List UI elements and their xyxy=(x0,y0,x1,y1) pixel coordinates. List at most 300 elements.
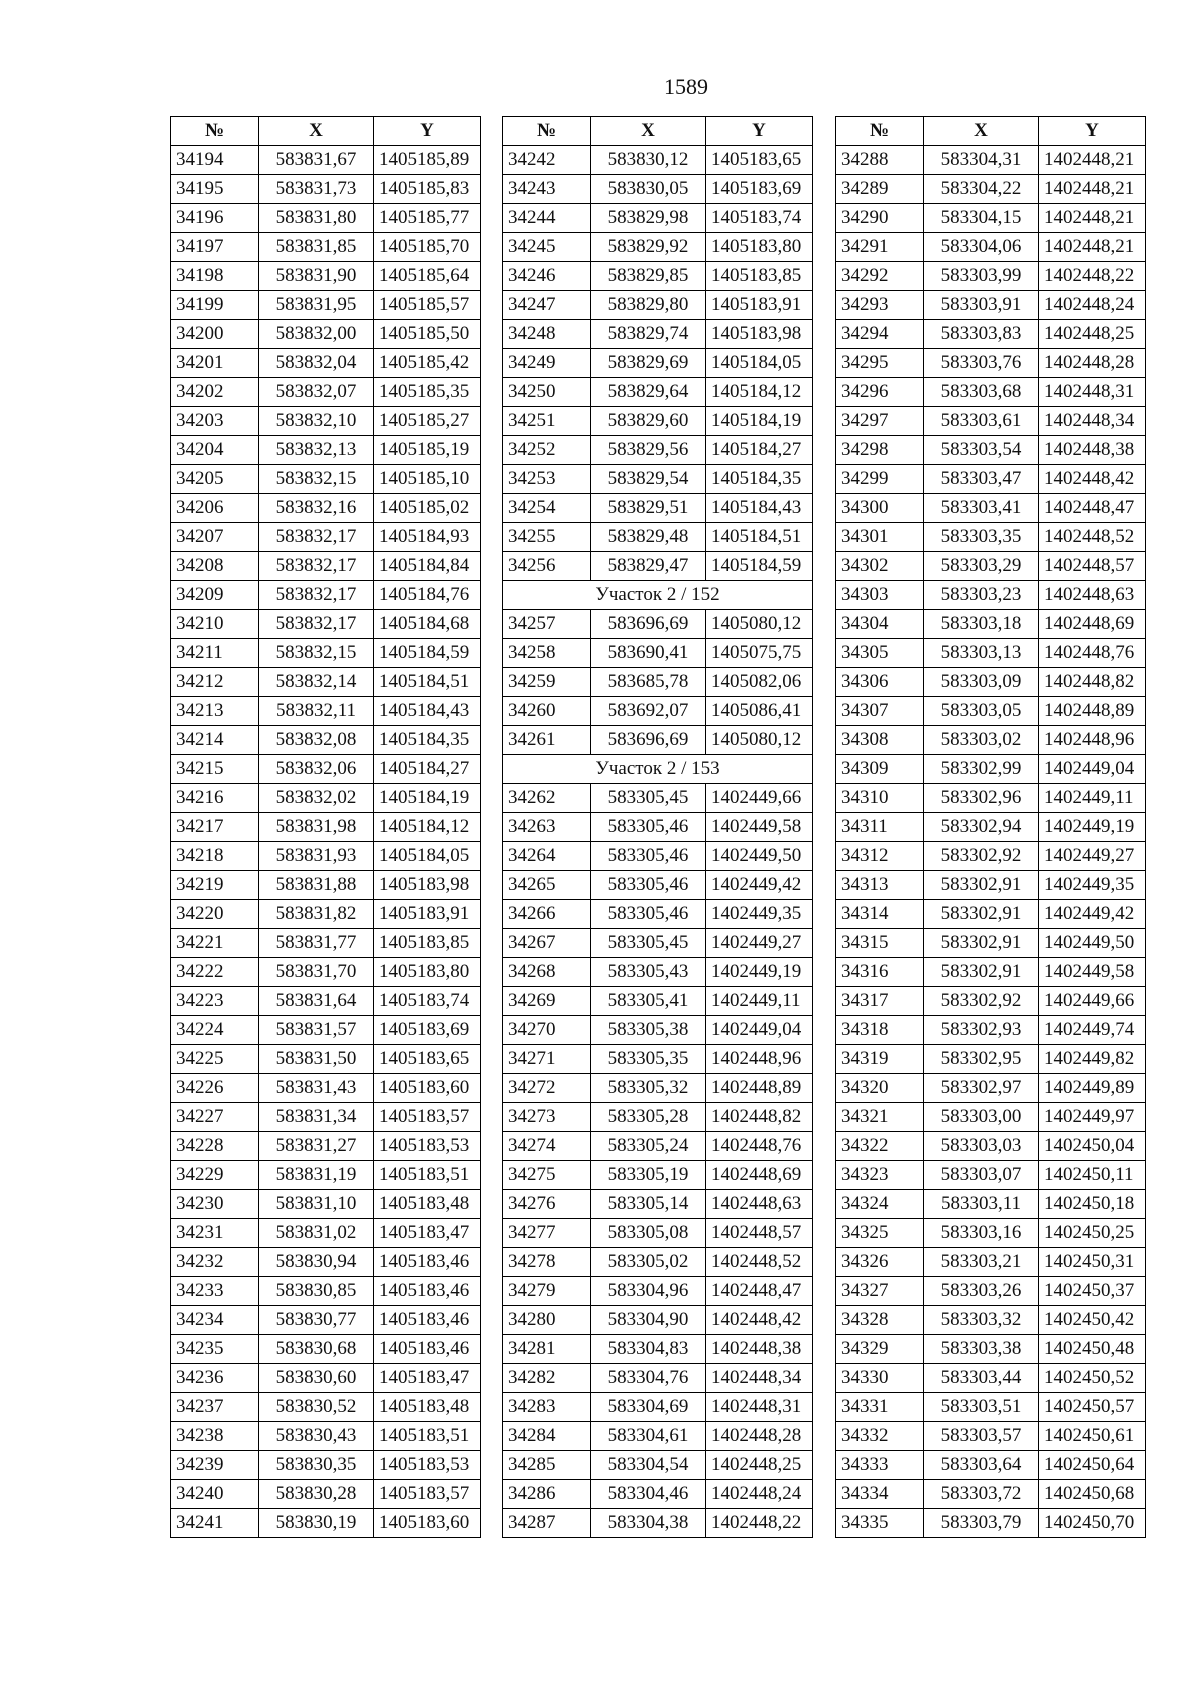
table-row xyxy=(171,1480,481,1509)
point-number: 34256 xyxy=(503,552,591,581)
y-coordinate: 1405185,10 xyxy=(374,465,481,494)
x-coordinate: 583304,96 xyxy=(591,1277,706,1306)
table-header-row xyxy=(836,117,1146,146)
point-number: 34296 xyxy=(836,378,924,407)
x-coordinate: 583830,60 xyxy=(259,1364,374,1393)
y-coordinate: 1402450,25 xyxy=(1039,1219,1146,1248)
x-coordinate: 583831,67 xyxy=(259,146,374,175)
table-row xyxy=(171,494,481,523)
y-coordinate: 1405185,42 xyxy=(374,349,481,378)
table-row xyxy=(836,175,1146,204)
y-coordinate: 1405086,41 xyxy=(706,697,813,726)
table-header-row xyxy=(171,117,481,146)
y-coordinate: 1405184,43 xyxy=(706,494,813,523)
point-number: 34320 xyxy=(836,1074,924,1103)
header-x: X xyxy=(924,117,1039,146)
y-coordinate: 1402448,38 xyxy=(706,1335,813,1364)
x-coordinate: 583829,48 xyxy=(591,523,706,552)
x-coordinate: 583303,99 xyxy=(924,262,1039,291)
point-number: 34207 xyxy=(171,523,259,552)
y-coordinate: 1405082,06 xyxy=(706,668,813,697)
x-coordinate: 583304,46 xyxy=(591,1480,706,1509)
point-number: 34318 xyxy=(836,1016,924,1045)
x-coordinate: 583832,06 xyxy=(259,755,374,784)
point-number: 34281 xyxy=(503,1335,591,1364)
point-number: 34235 xyxy=(171,1335,259,1364)
y-coordinate: 1402449,82 xyxy=(1039,1045,1146,1074)
x-coordinate: 583303,44 xyxy=(924,1364,1039,1393)
x-coordinate: 583304,69 xyxy=(591,1393,706,1422)
y-coordinate: 1405183,74 xyxy=(706,204,813,233)
point-number: 34322 xyxy=(836,1132,924,1161)
point-number: 34273 xyxy=(503,1103,591,1132)
table-row xyxy=(836,494,1146,523)
y-coordinate: 1402449,66 xyxy=(1039,987,1146,1016)
table-row xyxy=(836,552,1146,581)
point-number: 34267 xyxy=(503,929,591,958)
point-number: 34229 xyxy=(171,1161,259,1190)
x-coordinate: 583304,90 xyxy=(591,1306,706,1335)
x-coordinate: 583831,95 xyxy=(259,291,374,320)
y-coordinate: 1405184,59 xyxy=(706,552,813,581)
table-row xyxy=(503,1045,813,1074)
y-coordinate: 1402449,27 xyxy=(1039,842,1146,871)
x-coordinate: 583696,69 xyxy=(591,610,706,639)
coordinates-table-1 xyxy=(170,116,481,1538)
table-row xyxy=(171,1335,481,1364)
x-coordinate: 583831,82 xyxy=(259,900,374,929)
point-number: 34219 xyxy=(171,871,259,900)
header-y: Y xyxy=(1039,117,1146,146)
table-row xyxy=(503,813,813,842)
x-coordinate: 583830,52 xyxy=(259,1393,374,1422)
x-coordinate: 583303,03 xyxy=(924,1132,1039,1161)
point-number: 34284 xyxy=(503,1422,591,1451)
table-row xyxy=(171,436,481,465)
x-coordinate: 583302,91 xyxy=(924,958,1039,987)
table-row xyxy=(171,1277,481,1306)
point-number: 34275 xyxy=(503,1161,591,1190)
table-row xyxy=(171,1393,481,1422)
table-row xyxy=(503,784,813,813)
x-coordinate: 583692,07 xyxy=(591,697,706,726)
y-coordinate: 1402448,21 xyxy=(1039,233,1146,262)
table-row xyxy=(836,233,1146,262)
point-number: 34307 xyxy=(836,697,924,726)
point-number: 34325 xyxy=(836,1219,924,1248)
header-y: Y xyxy=(374,117,481,146)
table-row xyxy=(503,523,813,552)
point-number: 34199 xyxy=(171,291,259,320)
y-coordinate: 1405080,12 xyxy=(706,610,813,639)
table-row xyxy=(171,1074,481,1103)
table-row xyxy=(836,639,1146,668)
y-coordinate: 1402450,37 xyxy=(1039,1277,1146,1306)
y-coordinate: 1402448,34 xyxy=(1039,407,1146,436)
point-number: 34259 xyxy=(503,668,591,697)
table-row xyxy=(836,1393,1146,1422)
y-coordinate: 1405183,57 xyxy=(374,1480,481,1509)
point-number: 34206 xyxy=(171,494,259,523)
x-coordinate: 583832,02 xyxy=(259,784,374,813)
x-coordinate: 583302,93 xyxy=(924,1016,1039,1045)
point-number: 34272 xyxy=(503,1074,591,1103)
point-number: 34316 xyxy=(836,958,924,987)
point-number: 34239 xyxy=(171,1451,259,1480)
x-coordinate: 583829,64 xyxy=(591,378,706,407)
table-row xyxy=(171,1509,481,1538)
x-coordinate: 583832,16 xyxy=(259,494,374,523)
table-row xyxy=(503,1364,813,1393)
y-coordinate: 1405184,05 xyxy=(374,842,481,871)
x-coordinate: 583831,70 xyxy=(259,958,374,987)
x-coordinate: 583305,46 xyxy=(591,813,706,842)
x-coordinate: 583303,21 xyxy=(924,1248,1039,1277)
table-row xyxy=(171,320,481,349)
table-row xyxy=(171,1219,481,1248)
table-row xyxy=(836,610,1146,639)
table-row xyxy=(503,1132,813,1161)
table-row xyxy=(503,378,813,407)
section-row xyxy=(503,755,813,784)
x-coordinate: 583305,19 xyxy=(591,1161,706,1190)
x-coordinate: 583305,02 xyxy=(591,1248,706,1277)
table-row xyxy=(836,987,1146,1016)
point-number: 34282 xyxy=(503,1364,591,1393)
table-row xyxy=(171,204,481,233)
table-row xyxy=(171,1132,481,1161)
x-coordinate: 583832,08 xyxy=(259,726,374,755)
table-row xyxy=(171,1451,481,1480)
y-coordinate: 1402449,50 xyxy=(1039,929,1146,958)
y-coordinate: 1402450,68 xyxy=(1039,1480,1146,1509)
point-number: 34208 xyxy=(171,552,259,581)
point-number: 34299 xyxy=(836,465,924,494)
x-coordinate: 583832,13 xyxy=(259,436,374,465)
x-coordinate: 583303,41 xyxy=(924,494,1039,523)
x-coordinate: 583305,08 xyxy=(591,1219,706,1248)
y-coordinate: 1402448,89 xyxy=(706,1074,813,1103)
x-coordinate: 583304,83 xyxy=(591,1335,706,1364)
point-number: 34331 xyxy=(836,1393,924,1422)
y-coordinate: 1405183,46 xyxy=(374,1306,481,1335)
x-coordinate: 583305,43 xyxy=(591,958,706,987)
table-row xyxy=(171,871,481,900)
point-number: 34231 xyxy=(171,1219,259,1248)
y-coordinate: 1402448,47 xyxy=(706,1277,813,1306)
x-coordinate: 583832,14 xyxy=(259,668,374,697)
header-x: X xyxy=(259,117,374,146)
x-coordinate: 583832,10 xyxy=(259,407,374,436)
point-number: 34290 xyxy=(836,204,924,233)
table-row xyxy=(171,407,481,436)
table-row xyxy=(171,668,481,697)
y-coordinate: 1402448,76 xyxy=(1039,639,1146,668)
point-number: 34294 xyxy=(836,320,924,349)
point-number: 34241 xyxy=(171,1509,259,1538)
y-coordinate: 1402448,21 xyxy=(1039,204,1146,233)
point-number: 34332 xyxy=(836,1422,924,1451)
table-row xyxy=(836,291,1146,320)
x-coordinate: 583832,17 xyxy=(259,581,374,610)
point-number: 34326 xyxy=(836,1248,924,1277)
y-coordinate: 1402450,04 xyxy=(1039,1132,1146,1161)
point-number: 34246 xyxy=(503,262,591,291)
point-number: 34222 xyxy=(171,958,259,987)
y-coordinate: 1402449,58 xyxy=(1039,958,1146,987)
point-number: 34330 xyxy=(836,1364,924,1393)
y-coordinate: 1402448,82 xyxy=(706,1103,813,1132)
x-coordinate: 583303,72 xyxy=(924,1480,1039,1509)
y-coordinate: 1402449,97 xyxy=(1039,1103,1146,1132)
point-number: 34313 xyxy=(836,871,924,900)
y-coordinate: 1402448,63 xyxy=(706,1190,813,1219)
table-row xyxy=(503,233,813,262)
y-coordinate: 1405183,74 xyxy=(374,987,481,1016)
point-number: 34195 xyxy=(171,175,259,204)
x-coordinate: 583832,17 xyxy=(259,610,374,639)
x-coordinate: 583304,15 xyxy=(924,204,1039,233)
table-row xyxy=(503,900,813,929)
table-row xyxy=(171,1103,481,1132)
table-row xyxy=(836,1422,1146,1451)
y-coordinate: 1402450,57 xyxy=(1039,1393,1146,1422)
point-number: 34209 xyxy=(171,581,259,610)
point-number: 34242 xyxy=(503,146,591,175)
table-row xyxy=(503,1161,813,1190)
point-number: 34306 xyxy=(836,668,924,697)
y-coordinate: 1402448,22 xyxy=(706,1509,813,1538)
x-coordinate: 583303,47 xyxy=(924,465,1039,494)
point-number: 34198 xyxy=(171,262,259,291)
point-number: 34289 xyxy=(836,175,924,204)
table-row xyxy=(836,900,1146,929)
x-coordinate: 583302,91 xyxy=(924,929,1039,958)
point-number: 34253 xyxy=(503,465,591,494)
point-number: 34288 xyxy=(836,146,924,175)
table-row xyxy=(171,291,481,320)
table-row xyxy=(503,610,813,639)
x-coordinate: 583305,24 xyxy=(591,1132,706,1161)
x-coordinate: 583304,54 xyxy=(591,1451,706,1480)
y-coordinate: 1405183,48 xyxy=(374,1190,481,1219)
x-coordinate: 583831,90 xyxy=(259,262,374,291)
point-number: 34197 xyxy=(171,233,259,262)
y-coordinate: 1402449,74 xyxy=(1039,1016,1146,1045)
x-coordinate: 583303,00 xyxy=(924,1103,1039,1132)
y-coordinate: 1405185,02 xyxy=(374,494,481,523)
y-coordinate: 1402449,58 xyxy=(706,813,813,842)
x-coordinate: 583831,93 xyxy=(259,842,374,871)
point-number: 34270 xyxy=(503,1016,591,1045)
table-row xyxy=(503,262,813,291)
y-coordinate: 1405183,51 xyxy=(374,1161,481,1190)
point-number: 34196 xyxy=(171,204,259,233)
point-number: 34260 xyxy=(503,697,591,726)
table-row xyxy=(836,1335,1146,1364)
point-number: 34227 xyxy=(171,1103,259,1132)
x-coordinate: 583302,94 xyxy=(924,813,1039,842)
x-coordinate: 583302,91 xyxy=(924,900,1039,929)
point-number: 34232 xyxy=(171,1248,259,1277)
y-coordinate: 1405184,51 xyxy=(374,668,481,697)
table-row xyxy=(171,146,481,175)
x-coordinate: 583304,06 xyxy=(924,233,1039,262)
x-coordinate: 583303,35 xyxy=(924,523,1039,552)
x-coordinate: 583303,23 xyxy=(924,581,1039,610)
table-row xyxy=(503,958,813,987)
y-coordinate: 1402449,50 xyxy=(706,842,813,871)
point-number: 34309 xyxy=(836,755,924,784)
table-row xyxy=(503,668,813,697)
point-number: 34328 xyxy=(836,1306,924,1335)
table-row xyxy=(171,1306,481,1335)
table-row xyxy=(836,349,1146,378)
table-row xyxy=(836,1509,1146,1538)
x-coordinate: 583303,07 xyxy=(924,1161,1039,1190)
y-coordinate: 1405185,57 xyxy=(374,291,481,320)
x-coordinate: 583831,88 xyxy=(259,871,374,900)
point-number: 34280 xyxy=(503,1306,591,1335)
table-row xyxy=(171,842,481,871)
table-header-row xyxy=(503,117,813,146)
y-coordinate: 1402450,31 xyxy=(1039,1248,1146,1277)
y-coordinate: 1405183,91 xyxy=(374,900,481,929)
point-number: 34333 xyxy=(836,1451,924,1480)
table-row xyxy=(171,262,481,291)
table-row xyxy=(503,987,813,1016)
x-coordinate: 583830,68 xyxy=(259,1335,374,1364)
x-coordinate: 583305,32 xyxy=(591,1074,706,1103)
y-coordinate: 1405184,43 xyxy=(374,697,481,726)
point-number: 34285 xyxy=(503,1451,591,1480)
point-number: 34240 xyxy=(171,1480,259,1509)
x-coordinate: 583303,61 xyxy=(924,407,1039,436)
table-row xyxy=(503,407,813,436)
y-coordinate: 1405183,48 xyxy=(374,1393,481,1422)
section-title: Участок 2 / 153 xyxy=(503,755,813,784)
table-row xyxy=(171,552,481,581)
x-coordinate: 583303,26 xyxy=(924,1277,1039,1306)
table-row xyxy=(503,146,813,175)
table-row xyxy=(171,697,481,726)
point-number: 34274 xyxy=(503,1132,591,1161)
table-row xyxy=(836,1132,1146,1161)
y-coordinate: 1405185,50 xyxy=(374,320,481,349)
y-coordinate: 1402448,25 xyxy=(706,1451,813,1480)
x-coordinate: 583831,80 xyxy=(259,204,374,233)
y-coordinate: 1402448,28 xyxy=(706,1422,813,1451)
x-coordinate: 583303,54 xyxy=(924,436,1039,465)
x-coordinate: 583304,76 xyxy=(591,1364,706,1393)
y-coordinate: 1402448,42 xyxy=(1039,465,1146,494)
x-coordinate: 583831,50 xyxy=(259,1045,374,1074)
x-coordinate: 583831,85 xyxy=(259,233,374,262)
x-coordinate: 583305,41 xyxy=(591,987,706,1016)
x-coordinate: 583696,69 xyxy=(591,726,706,755)
x-coordinate: 583305,28 xyxy=(591,1103,706,1132)
point-number: 34278 xyxy=(503,1248,591,1277)
point-number: 34257 xyxy=(503,610,591,639)
y-coordinate: 1402449,35 xyxy=(1039,871,1146,900)
point-number: 34263 xyxy=(503,813,591,842)
y-coordinate: 1402448,52 xyxy=(1039,523,1146,552)
point-number: 34335 xyxy=(836,1509,924,1538)
y-coordinate: 1402448,28 xyxy=(1039,349,1146,378)
page-number: 1589 xyxy=(664,74,708,99)
point-number: 34238 xyxy=(171,1422,259,1451)
table-row xyxy=(503,697,813,726)
y-coordinate: 1402448,57 xyxy=(706,1219,813,1248)
y-coordinate: 1402448,89 xyxy=(1039,697,1146,726)
table-row xyxy=(836,871,1146,900)
table-row xyxy=(171,1422,481,1451)
point-number: 34228 xyxy=(171,1132,259,1161)
point-number: 34287 xyxy=(503,1509,591,1538)
table-row xyxy=(171,610,481,639)
x-coordinate: 583830,94 xyxy=(259,1248,374,1277)
table-row xyxy=(503,871,813,900)
y-coordinate: 1402448,24 xyxy=(1039,291,1146,320)
table-row xyxy=(836,1277,1146,1306)
table-row xyxy=(836,1451,1146,1480)
y-coordinate: 1405185,70 xyxy=(374,233,481,262)
table-row xyxy=(503,1306,813,1335)
table-row xyxy=(503,1451,813,1480)
x-coordinate: 583831,02 xyxy=(259,1219,374,1248)
point-number: 34202 xyxy=(171,378,259,407)
y-coordinate: 1405184,76 xyxy=(374,581,481,610)
y-coordinate: 1405184,19 xyxy=(374,784,481,813)
y-coordinate: 1402450,70 xyxy=(1039,1509,1146,1538)
x-coordinate: 583304,38 xyxy=(591,1509,706,1538)
y-coordinate: 1402449,04 xyxy=(706,1016,813,1045)
x-coordinate: 583830,43 xyxy=(259,1422,374,1451)
x-coordinate: 583831,77 xyxy=(259,929,374,958)
section-row xyxy=(503,581,813,610)
point-number: 34243 xyxy=(503,175,591,204)
point-number: 34293 xyxy=(836,291,924,320)
x-coordinate: 583829,60 xyxy=(591,407,706,436)
y-coordinate: 1402450,48 xyxy=(1039,1335,1146,1364)
y-coordinate: 1405184,27 xyxy=(374,755,481,784)
point-number: 34315 xyxy=(836,929,924,958)
point-number: 34321 xyxy=(836,1103,924,1132)
point-number: 34292 xyxy=(836,262,924,291)
point-number: 34249 xyxy=(503,349,591,378)
table-row xyxy=(171,175,481,204)
table-row xyxy=(503,494,813,523)
table-row xyxy=(503,1103,813,1132)
point-number: 34295 xyxy=(836,349,924,378)
point-number: 34283 xyxy=(503,1393,591,1422)
y-coordinate: 1405185,35 xyxy=(374,378,481,407)
x-coordinate: 583303,13 xyxy=(924,639,1039,668)
point-number: 34334 xyxy=(836,1480,924,1509)
point-number: 34244 xyxy=(503,204,591,233)
x-coordinate: 583303,29 xyxy=(924,552,1039,581)
y-coordinate: 1402449,11 xyxy=(706,987,813,1016)
table-row xyxy=(171,581,481,610)
y-coordinate: 1405184,12 xyxy=(706,378,813,407)
point-number: 34233 xyxy=(171,1277,259,1306)
coordinates-table-3 xyxy=(835,116,1146,1538)
x-coordinate: 583305,45 xyxy=(591,929,706,958)
table-row xyxy=(503,726,813,755)
y-coordinate: 1402448,42 xyxy=(706,1306,813,1335)
point-number: 34269 xyxy=(503,987,591,1016)
x-coordinate: 583304,61 xyxy=(591,1422,706,1451)
